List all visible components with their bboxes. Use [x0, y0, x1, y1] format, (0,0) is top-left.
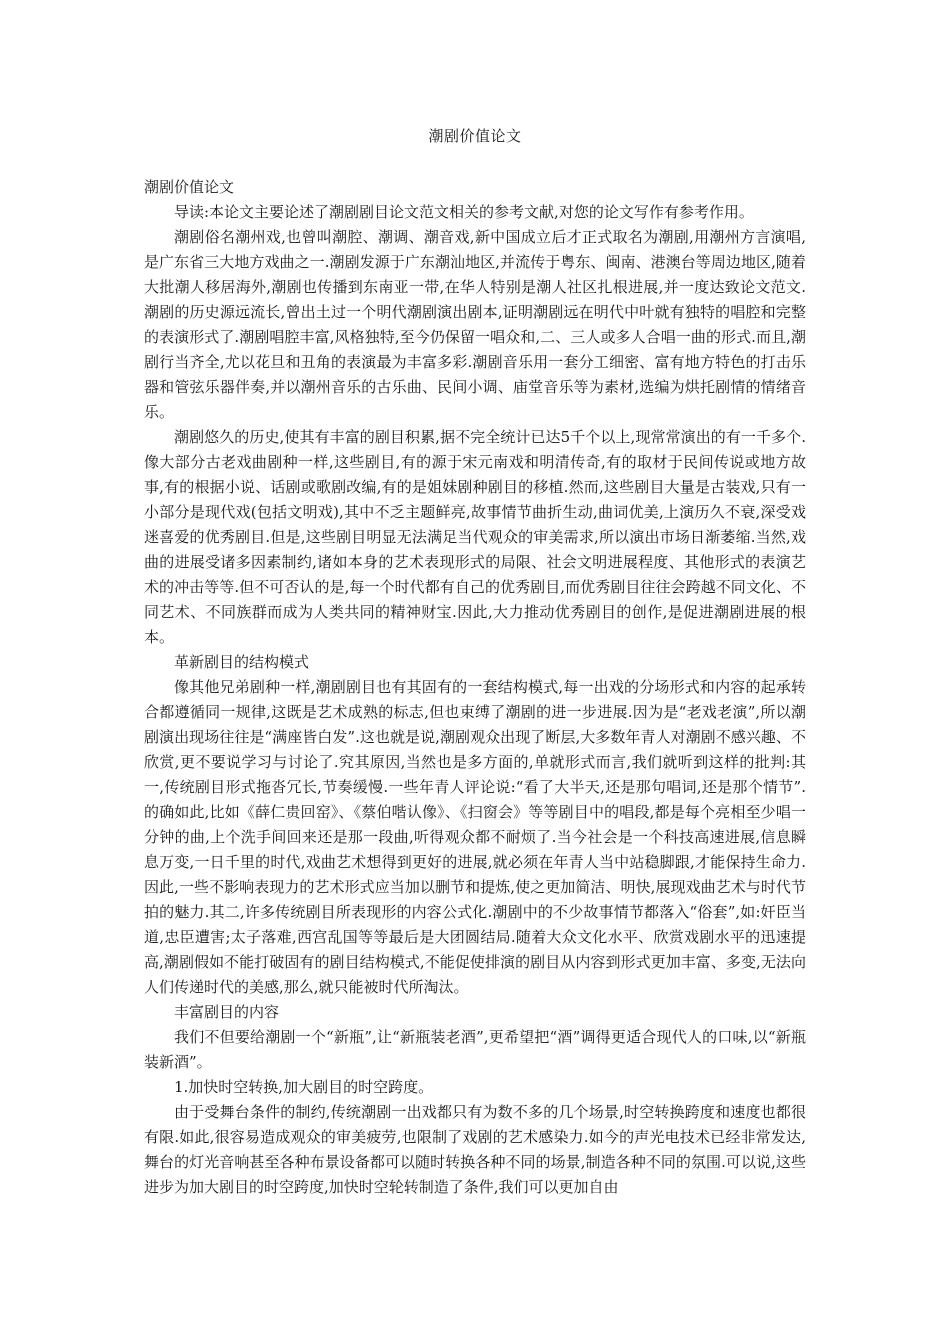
- section-paragraph-structure: 像其他兄弟剧种一样,潮剧剧目也有其固有的一套结构模式,每一出戏的分场形式和内容的起承转合都遵循同一规律,这既是艺术成熟的标志,但也束缚了潮剧的进一步进展.因为是“老戏老演”,所以潮剧演出现场往往是“满座皆白发”.这也就是说,潮剧观众出现了断层,大多数年青人对潮剧不感兴趣、不欣赏,更不要说学习与讨论了.究其原因,当然也是多方面的,单就形式而言,我们就听到这样的批判:其一,传统剧目形式拖沓冗长,节奏缓慢.一些年青人评论说:“看了大半天,还是那句唱词,还是那个情节”.的确如此,比如《薛仁贵回窑》、《蔡伯喈认像》、《扫窗会》等等剧目中的唱段,都是每个亮相至少唱一分钟的曲,上个洗手间回来还是那一段曲,听得观众都不耐烦了.当今社会是一个科技高速进展,信息瞬息万变,一日千里的时代,戏曲艺术想得到更好的进展,就必须在年青人当中站稳脚跟,才能保持生命力.因此,一些不影响表现力的艺术形式应当加以删节和提炼,使之更加简洁、明快,展现戏曲艺术与时代节拍的魅力.其二,许多传统剧目所表现形的内容公式化.潮剧中的不少故事情节都落入“俗套”,如:奸臣当道,忠臣遭害;太子落难,西宫乱国等等最后是大团圆结局.随着大众文化水平、欣赏戏剧水平的迅速提高,潮剧假如不能打破固有的剧目结构模式,不能促使排演的剧目从内容到形式更加丰富、多变,无法向人们传递时代的美感,那么,就只能被时代所淘汰。: [144, 678, 806, 996]
- document-title: 潮剧价值论文: [428, 127, 522, 145]
- section-paragraph-content: 我们不但要给潮剧一个“新瓶”,让“新瓶装老酒”,更希望把“酒”调得更适合现代人的口味,以“新瓶装新酒”。: [144, 1028, 806, 1071]
- body-paragraph-2: 潮剧悠久的历史,使其有丰富的剧目积累,据不完全统计已达5千个以上,现常常演出的有一千多个.像大部分古老戏曲剧种一样,这些剧目,有的源于宋元南戏和明清传奇,有的取材于民间传说或地方故事,有的根据小说、话剧或歌剧改编,有的是姐妹剧种剧目的移植.然而,这些剧目大量是古装戏,只有一小部分是现代戏(包括文明戏),其中不乏主题鲜亮,故事情节曲折生动,曲词优美,上演历久不衰,深受戏迷喜爱的优秀剧目.但是,这些剧目明显无法满足当代观众的审美需求,所以演出市场日渐萎缩.当然,戏曲的进展受诸多因素制约,诸如本身的艺术表现形式的局限、社会文明进展程度、其他形式的表演艺术的冲击等等.但不可否认的是,每一个时代都有自己的优秀剧目,而优秀剧目往往会跨越不同文化、不同艺术、不同族群而成为人类共同的精神财宝.因此,大力推动优秀剧目的创作,是促进潮剧进展的根本。: [144, 428, 806, 646]
- body-paragraph-1: 潮剧俗名潮州戏,也曾叫潮腔、潮调、潮音戏,新中国成立后才正式取名为潮剧,用潮州方言演唱,是广东省三大地方戏曲之一.潮剧发源于广东潮汕地区,并流传于粤东、闽南、港澳台等周边地区,随着大批潮人移居海外,潮剧也传播到东南亚一带,在华人特别是潮人社区扎根进展,并一度达致论文范文.潮剧的历史源远流长,曾出土过一个明代潮剧演出剧本,证明潮剧远在明代中叶就有独特的唱腔和完整的表演形式了.潮剧唱腔丰富,风格独特,至今仍保留一唱众和,二、三人或多人合唱一曲的形式.而且,潮剧行当齐全,尤以花旦和丑角的表演最为丰富多彩.潮剧音乐用一套分工细密、富有地方特色的打击乐器和管弦乐器伴奏,并以潮州音乐的古乐曲、民间小调、庙堂音乐等为素材,选编为烘托剧情的情绪音乐。: [144, 228, 806, 421]
- document-body: [144, 175, 806, 1200]
- section-heading-content: 丰富剧目的内容: [174, 1003, 280, 1021]
- document-subtitle: 潮剧价值论文: [144, 178, 235, 196]
- point-paragraph-1: 由于受舞台条件的制约,传统潮剧一出戏都只有为数不多的几个场景,时空转换跨度和速度也都很有限.如此,很容易造成观众的审美疲劳,也限制了戏剧的艺术感染力.如今的声光电技术已经非常发达,舞台的灯光音响甚至各种布景设备都可以随时转换各种不同的场景,制造各种不同的氛围.可以说,这些进步为加大剧目的时空跨度,加快时空轮转制造了条件,我们可以更加自由: [144, 1103, 806, 1196]
- point-heading-1: 1.加快时空转换,加大剧目的时空跨度。: [174, 1078, 434, 1096]
- intro-paragraph: 导读:本论文主要论述了潮剧剧目论文范文相关的参考文献,对您的论文写作有参考作用。: [174, 203, 754, 221]
- section-heading-structure: 革新剧目的结构模式: [174, 653, 310, 671]
